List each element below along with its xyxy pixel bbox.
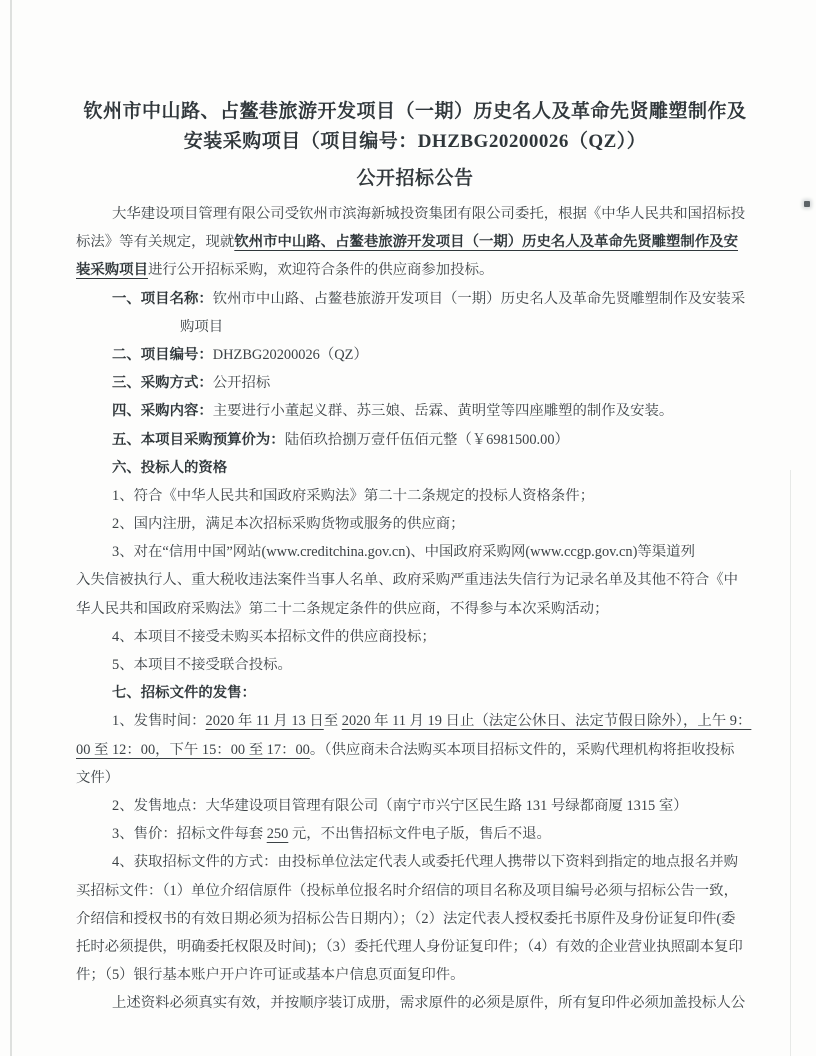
scan-left-edge-line xyxy=(10,0,12,1056)
text-segment: 1、符合《中华人民共和国政府采购法》第二十二条规定的投标人资格条件； xyxy=(112,487,595,504)
doc-line xyxy=(76,369,754,397)
text-segment: 钦州市中山路、占鳌巷旅游开发项目（一期）历史名人及革命先贤雕塑制作及安装采 xyxy=(212,290,746,307)
text-segment: 买招标文件：（1）单位介绍信原件（投标单位报名时介绍信的项目名称及项目编号必须与招标公告一致， xyxy=(76,882,738,899)
doc-line xyxy=(76,707,754,735)
text-segment: 00 至 12：00，下午 15：00 至 17：00 xyxy=(76,741,310,758)
text-segment: 公开招标 xyxy=(212,375,271,392)
text-segment: 七、招标文件的发售： xyxy=(112,685,256,702)
doc-line xyxy=(76,764,754,792)
text-segment: 5、本项目不接受联合投标。 xyxy=(112,657,292,673)
text-segment: 250 xyxy=(266,826,289,843)
doc-line xyxy=(76,200,754,228)
text-segment: 三、采购方式： xyxy=(112,375,213,392)
doc-line xyxy=(76,595,754,623)
doc-line xyxy=(76,426,754,454)
text-segment: 1、发售时间： xyxy=(112,713,206,730)
doc-line xyxy=(76,566,754,594)
text-segment: 介绍信和授权书的有效日期必须为招标公告日期内）；（2）法定代表人授权委托书原件及身份证复印件(委 xyxy=(76,910,736,927)
doc-line xyxy=(76,454,754,482)
title-line-2: 安装采购项目（项目编号：DHZBG20200026（QZ）） xyxy=(183,131,647,152)
text-segment: 钦州市中山路、占鳌巷旅游开发项目（一期）历史名人及革命先贤雕塑制作及安 xyxy=(234,234,738,251)
text-segment: 入失信被执行人、重大税收违法案件当事人名单、政府采购严重违法失信行为记录名单及其他不符合《中 xyxy=(76,572,738,589)
text-segment: 陆佰玖拾捌万壹仟伍佰元整（￥6981500.00） xyxy=(284,431,569,448)
doc-line xyxy=(76,397,754,425)
text-segment: 4、获取招标文件的方式：由投标单位法定代表人或委托代理人携带以下资料到指定的地点报名并购 xyxy=(112,854,738,871)
doc-line xyxy=(76,510,754,538)
doc-line xyxy=(76,313,754,341)
text-segment: 装采购项目 xyxy=(76,262,148,279)
document-content xyxy=(76,97,754,1017)
text-segment: 至 xyxy=(323,713,342,730)
text-segment: 购项目 xyxy=(180,318,224,335)
text-segment: 托时必须提供，明确委托权限及时间)；（3）委托代理人身份证复印件；（4）有效的企业营业执照副本复印 xyxy=(76,938,743,955)
title-line-3: 公开招标公告 xyxy=(356,168,474,189)
text-segment: 2、国内注册，满足本次招标采购货物或服务的供应商； xyxy=(112,516,465,533)
text-segment: 文件） xyxy=(76,769,120,786)
text-segment: 一、项目名称： xyxy=(112,290,213,307)
doc-line xyxy=(76,341,754,369)
doc-line xyxy=(76,989,754,1017)
text-segment: 3、对在“信用中国”网站(www.creditchina.gov.cn)、中国政府采购网(www.ccgp.gov.cn)等渠道列 xyxy=(112,544,695,561)
doc-line xyxy=(76,961,754,989)
text-segment: 标法》等有关规定，现就 xyxy=(76,234,235,251)
text-segment: 五、本项目采购预算价为： xyxy=(112,431,285,448)
doc-line xyxy=(76,820,754,848)
text-segment: 华人民共和国政府采购法》第二十二条规定条件的供应商，不得参与本次采购活动； xyxy=(76,600,609,617)
text-segment: 上述资料必须真实有效，并按顺序装订成册，需求原件的必须是原件，所有复印件必须加盖投标人公 xyxy=(112,995,746,1012)
text-segment: 2020 年 11 月 13 日 xyxy=(205,713,324,730)
doc-line xyxy=(76,792,754,820)
title-line-1: 钦州市中山路、占鳌巷旅游开发项目（一期）历史名人及革命先贤雕塑制作及 xyxy=(83,101,747,122)
text-segment: 二、项目编号： xyxy=(112,346,213,363)
doc-line xyxy=(76,651,754,679)
text-segment: 进行公开招标采购，欢迎符合条件的供应商参加投标。 xyxy=(147,262,494,279)
scan-ink-speck xyxy=(804,201,810,207)
doc-line xyxy=(76,482,754,510)
text-segment: 元，不出售招标文件电子版，售后不退。 xyxy=(288,826,551,843)
text-segment: 2020 年 11 月 19 日止（法定公休日、法定节假日除外），上午 9： xyxy=(341,713,752,730)
doc-line xyxy=(76,848,754,876)
document-title xyxy=(76,97,754,194)
text-segment: 四、采购内容： xyxy=(112,403,213,420)
text-segment: 件；（5）银行基本账户开户许可证或基本户信息页面复印件。 xyxy=(76,967,465,984)
doc-line xyxy=(76,538,754,566)
doc-line xyxy=(76,256,754,284)
doc-line xyxy=(76,679,754,707)
text-segment: 2、发售地点：大华建设项目管理有限公司（南宁市兴宁区民生路 131 号绿都商厦 1315 室） xyxy=(112,797,688,814)
document-body xyxy=(76,200,754,1017)
text-segment: 主要进行小董起义群、苏三娘、岳霖、黄明堂等四座雕塑的制作及安装。 xyxy=(212,403,674,420)
text-segment: 4、本项目不接受未购买本招标文件的供应商投标； xyxy=(112,628,436,645)
text-segment: DHZBG20200026（QZ） xyxy=(212,346,368,363)
doc-line xyxy=(76,736,754,764)
scan-right-edge-line xyxy=(790,470,791,1056)
doc-line xyxy=(76,285,754,313)
doc-line xyxy=(76,933,754,961)
text-segment: 。（供应商未合法购买本项目招标文件的，采购代理机构将拒收投标 xyxy=(309,741,735,758)
doc-line xyxy=(76,623,754,651)
doc-line xyxy=(76,877,754,905)
text-segment: 六、投标人的资格 xyxy=(112,459,228,476)
text-segment: 3、售价：招标文件每套 xyxy=(112,826,267,843)
doc-line xyxy=(76,905,754,933)
doc-line xyxy=(76,228,754,256)
text-segment: 大华建设项目管理有限公司受钦州市滨海新城投资集团有限公司委托，根据《中华人民共和国招标投 xyxy=(112,206,746,222)
